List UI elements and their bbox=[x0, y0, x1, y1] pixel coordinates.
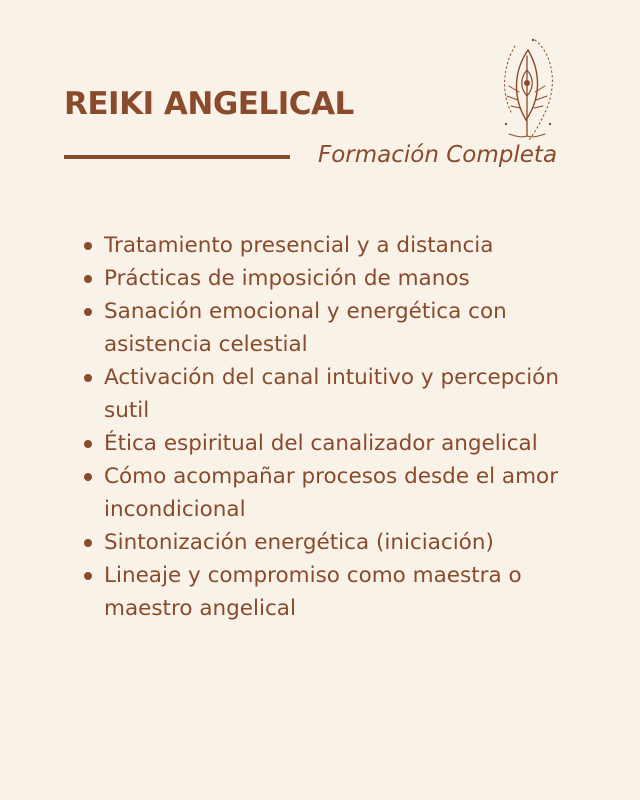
bullet-icon bbox=[84, 275, 92, 283]
list-item-text: Activación del canal intuitivo y percepción sutil bbox=[104, 365, 559, 423]
list-item bbox=[84, 427, 574, 460]
bullet-icon bbox=[84, 440, 92, 448]
list-item-text: Tratamiento presencial y a distancia bbox=[104, 233, 494, 258]
list-item bbox=[84, 526, 574, 559]
list-item bbox=[84, 262, 574, 295]
list-item bbox=[84, 229, 574, 262]
list-item bbox=[84, 559, 574, 625]
list-item-text: Cómo acompañar procesos desde el amor incondicional bbox=[104, 464, 559, 522]
title-underline bbox=[64, 155, 290, 159]
list-item bbox=[84, 460, 574, 526]
page-subtitle: Formación Completa bbox=[318, 142, 558, 168]
page-title: REIKI ANGELICAL bbox=[64, 86, 354, 122]
bullet-icon bbox=[84, 572, 92, 580]
list-item-text: Sanación emocional y energética con asistencia celestial bbox=[104, 299, 507, 357]
list-item-text: Prácticas de imposición de manos bbox=[104, 266, 470, 291]
bullet-icon bbox=[84, 308, 92, 316]
list-item bbox=[84, 361, 574, 427]
bullet-icon bbox=[84, 473, 92, 481]
bullet-icon bbox=[84, 539, 92, 547]
list-item-text: Sintonización energética (iniciación) bbox=[104, 530, 494, 555]
list-item-text: Lineaje y compromiso como maestra o maestro angelical bbox=[104, 563, 522, 621]
feature-list bbox=[84, 229, 574, 625]
feather-icon bbox=[495, 36, 565, 144]
list-item bbox=[84, 295, 574, 361]
bullet-icon bbox=[84, 242, 92, 250]
list-item-text: Ética espiritual del canalizador angelical bbox=[104, 431, 538, 456]
bullet-icon bbox=[84, 374, 92, 382]
